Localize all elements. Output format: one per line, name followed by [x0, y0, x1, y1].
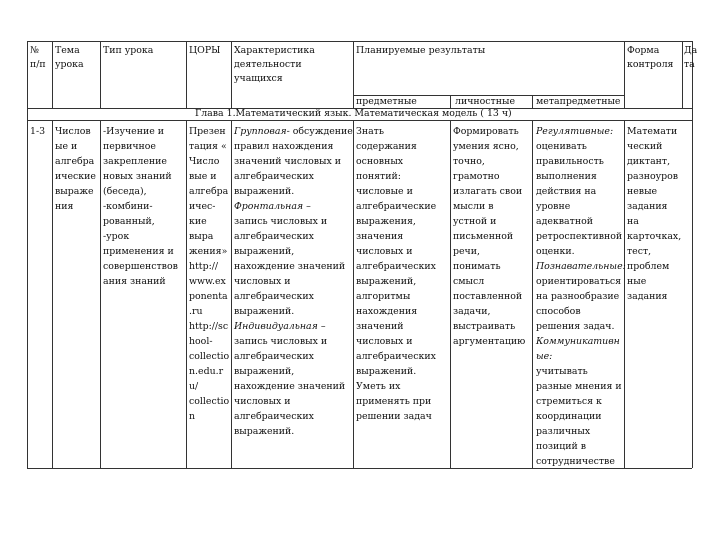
- header-number: № п/п: [30, 45, 46, 70]
- col-line: [100, 41, 101, 108]
- col-line: [231, 41, 232, 108]
- col-line: [100, 120, 101, 468]
- meta-regulative-label: Регулятивные:: [536, 126, 614, 137]
- col-line: [450, 120, 451, 468]
- col-line: [52, 120, 53, 468]
- col-line: [692, 120, 693, 468]
- col-line: [353, 120, 354, 468]
- col-line: [532, 95, 533, 108]
- col-line: [624, 41, 625, 108]
- header-control-form: Форма контроля: [627, 45, 674, 70]
- subheader-personal: личностные: [455, 96, 515, 107]
- row-topic: Числов ые и алгебра ические выраже ния: [55, 126, 96, 212]
- col-line: [682, 41, 683, 108]
- header-results: Планируемые результаты: [356, 45, 486, 56]
- col-line: [27, 108, 28, 120]
- meta-communicative-label: Коммуникативн ые:: [536, 336, 620, 362]
- activity-group-label: Групповая: [234, 126, 287, 137]
- row-subject-results: Знать содержания основных понятий: числовые и алгебраические выражения, значения числовых и алгебраических выражений, алгоритмы нахождения значений числовых и алгебраических выражений. Уметь их применять при решении задач: [356, 126, 437, 422]
- col-line: [186, 120, 187, 468]
- meta-cognitive-label: Познавательные:: [536, 261, 626, 272]
- header-date: Да та: [684, 45, 698, 70]
- col-line: [692, 108, 693, 120]
- chapter-title: Глава 1.Математический язык. Математическая модель ( 13 ч): [195, 108, 512, 119]
- activity-frontal-label: Фронтальная: [234, 201, 304, 212]
- activity-frontal-text: – запись числовых и алгебраических выражений, нахождение значений числовых и алгебраических выражений.: [234, 201, 346, 317]
- col-line: [624, 120, 625, 468]
- col-line: [532, 120, 533, 468]
- col-line: [353, 41, 354, 108]
- row-number: 1-3: [30, 126, 46, 137]
- header-topic: Тема урока: [55, 45, 84, 70]
- col-line: [186, 41, 187, 108]
- row-activity: [234, 124, 353, 439]
- activity-individual-label: Индивидуальная: [234, 321, 318, 332]
- header-tsor: ЦОРЫ: [189, 45, 221, 56]
- col-line: [450, 95, 451, 108]
- row-top-rule: [27, 120, 692, 121]
- activity-individual-text: – запись числовых и алгебраических выражений, нахождение значений числовых и алгебраических выражений.: [234, 321, 346, 437]
- meta-communicative-text: учитывать разные мнения и стремиться к координации различных позиций в сотрудничестве: [536, 366, 622, 467]
- header-lesson-type: Тип урока: [103, 45, 154, 56]
- meta-regulative-text: оценивать правильность выполнения действия на уровне адекватной ретроспективной оценки.: [536, 141, 623, 257]
- row-tsor: Презен тация « Число вые и алгебра ичес- кие выра жения» http:// www.ex ponenta .ru http://sc hool- collectio n.edu.r u/ collectio n: [189, 126, 230, 422]
- row-meta-results: [536, 124, 624, 469]
- col-line: [231, 120, 232, 468]
- col-line: [27, 120, 28, 468]
- activity-group-text: - обсуждение правил нахождения значений числовых и алгебраических выражений.: [234, 126, 353, 197]
- row-control-form: Математи ческий диктант, разноуров невые задания на карточках, тест, проблем ные задания: [627, 126, 682, 302]
- subheader-meta: метапредметные: [536, 96, 621, 107]
- subheader-subject: предметные: [356, 96, 417, 107]
- header-activity: Характеристика деятельности учащихся: [234, 45, 315, 84]
- col-line: [52, 41, 53, 108]
- col-line: [27, 41, 28, 108]
- row-lesson-type: -Изучение и первичное закрепление новых знаний (беседа), -комбини- рованный, -урок применения и совершенствов ания знаний: [103, 126, 178, 287]
- row-personal-results: Формировать умения ясно, точно, грамотно излагать свои мысли в устной и письменной речи, понимать смысл поставленной задачи, выстраивать аргументацию: [453, 126, 526, 347]
- meta-cognitive-text: ориентироваться на разнообразие способов решения задач.: [536, 276, 622, 332]
- table-border-top: [27, 41, 692, 42]
